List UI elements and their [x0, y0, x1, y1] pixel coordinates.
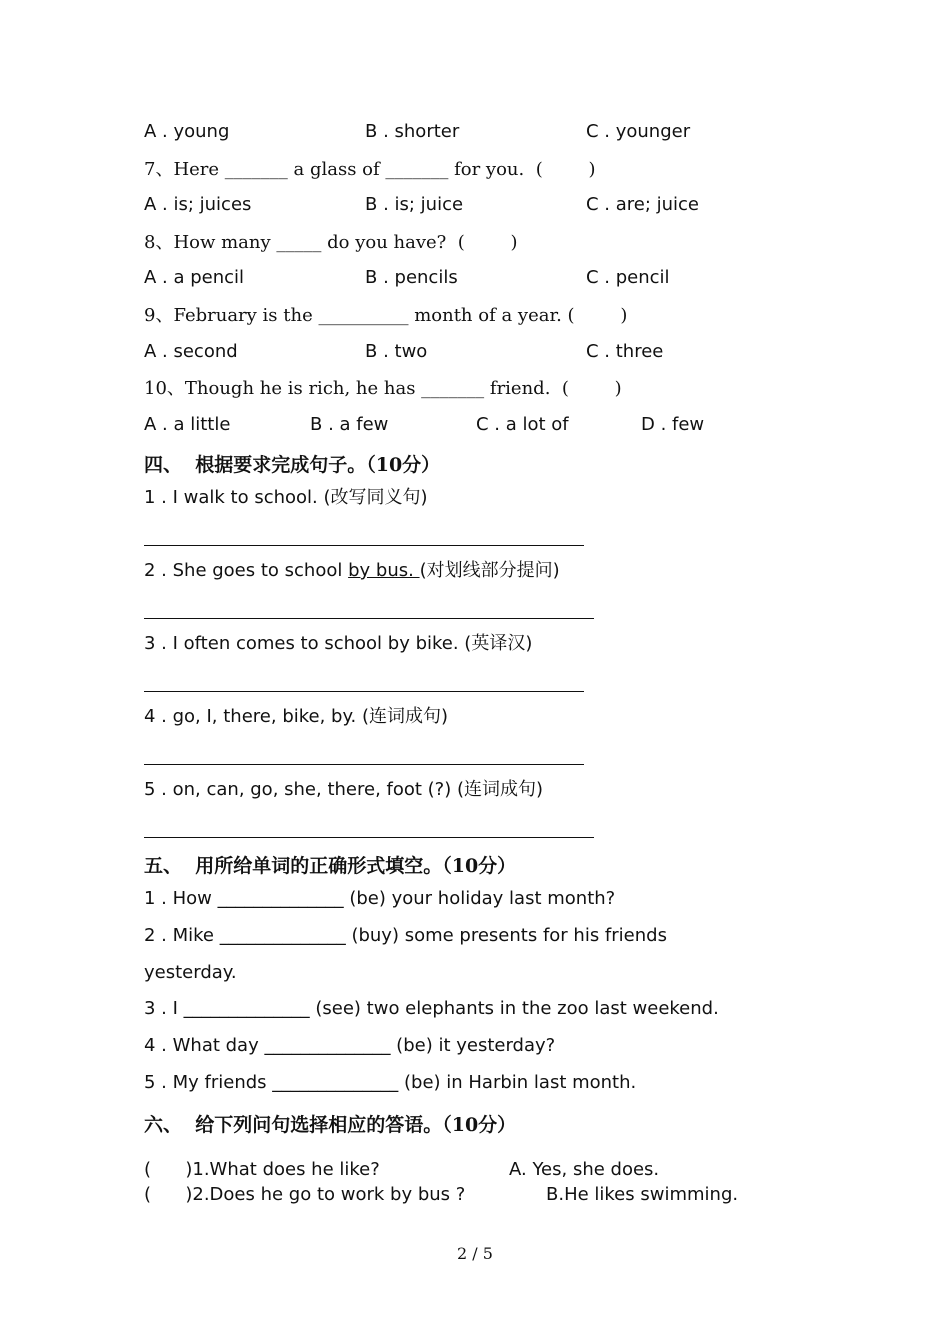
q8-question: 8、How many _____ do you have? ( )	[144, 232, 518, 253]
q6-option-b: B . shorter	[365, 121, 460, 142]
s4-item-1: 1 . I walk to school. (改写同义句)	[144, 487, 428, 508]
q8-option-c: C . pencil	[586, 267, 670, 288]
s5-item-2: 2 . Mike ______________ (buy) some presents for his friends	[144, 925, 667, 946]
s4-item-2-underlined: by bus.	[348, 560, 420, 581]
q10-option-c: C . a lot of	[476, 414, 569, 435]
q7-question: 7、Here _______ a glass of _______ for you. ( )	[144, 159, 596, 180]
s5-item-1: 1 . How ______________ (be) your holiday last month?	[144, 888, 616, 909]
s5-item-5: 5 . My friends ______________ (be) in Harbin last month.	[144, 1072, 637, 1093]
page-number: 2 / 5	[457, 1244, 493, 1263]
s4-item-2-post: (对划线部分提问)	[419, 560, 560, 581]
q10-option-b: B . a few	[310, 414, 389, 435]
q10-option-d: D . few	[641, 414, 705, 435]
q8-option-a: A . a pencil	[144, 267, 245, 288]
section6-heading: 六、 给下列问句选择相应的答语。（10分）	[144, 1114, 517, 1136]
s6-question-1: ( )1.What does he like?	[144, 1159, 380, 1180]
q10-option-a: A . a little	[144, 414, 231, 435]
section5-heading: 五、 用所给单词的正确形式填空。（10分）	[144, 855, 517, 877]
q7-option-a: A . is; juices	[144, 194, 252, 215]
s4-answer-line-4[interactable]	[144, 764, 584, 765]
s6-question-2: ( )2.Does he go to work by bus ?	[144, 1184, 466, 1205]
q9-option-b: B . two	[365, 341, 428, 362]
s4-item-3: 3 . I often comes to school by bike. (英译汉)	[144, 633, 533, 654]
q6-option-a: A . young	[144, 121, 230, 142]
q7-option-b: B . is; juice	[365, 194, 464, 215]
q9-option-a: A . second	[144, 341, 238, 362]
section4-heading: 四、 根据要求完成句子。（10分）	[144, 454, 441, 476]
s4-item-5: 5 . on, can, go, she, there, foot (?) (连词成句)	[144, 779, 544, 800]
s4-answer-line-1[interactable]	[144, 545, 584, 546]
q9-option-c: C . three	[586, 341, 664, 362]
s4-answer-line-2[interactable]	[144, 618, 594, 619]
s5-item-3: 3 . I ______________ (see) two elephants in the zoo last weekend.	[144, 998, 719, 1019]
s4-answer-line-5[interactable]	[144, 837, 594, 838]
s5-item-2-cont: yesterday.	[144, 962, 237, 983]
s4-item-4: 4 . go, I, there, bike, by. (连词成句)	[144, 706, 449, 727]
s6-answer-b: B.He likes swimming.	[546, 1184, 739, 1205]
s5-item-4: 4 . What day ______________ (be) it yesterday?	[144, 1035, 556, 1056]
s4-answer-line-3[interactable]	[144, 691, 584, 692]
q10-question: 10、Though he is rich, he has _______ friend. ( )	[144, 378, 622, 399]
q6-option-c: C . younger	[586, 121, 691, 142]
q7-option-c: C . are; juice	[586, 194, 700, 215]
s4-item-2-pre: 2 . She goes to school	[144, 560, 349, 581]
s6-answer-a: A. Yes, she does.	[509, 1159, 660, 1180]
s4-item-2	[144, 560, 560, 582]
q8-option-b: B . pencils	[365, 267, 458, 288]
q9-question: 9、February is the __________ month of a year. ( )	[144, 305, 628, 326]
